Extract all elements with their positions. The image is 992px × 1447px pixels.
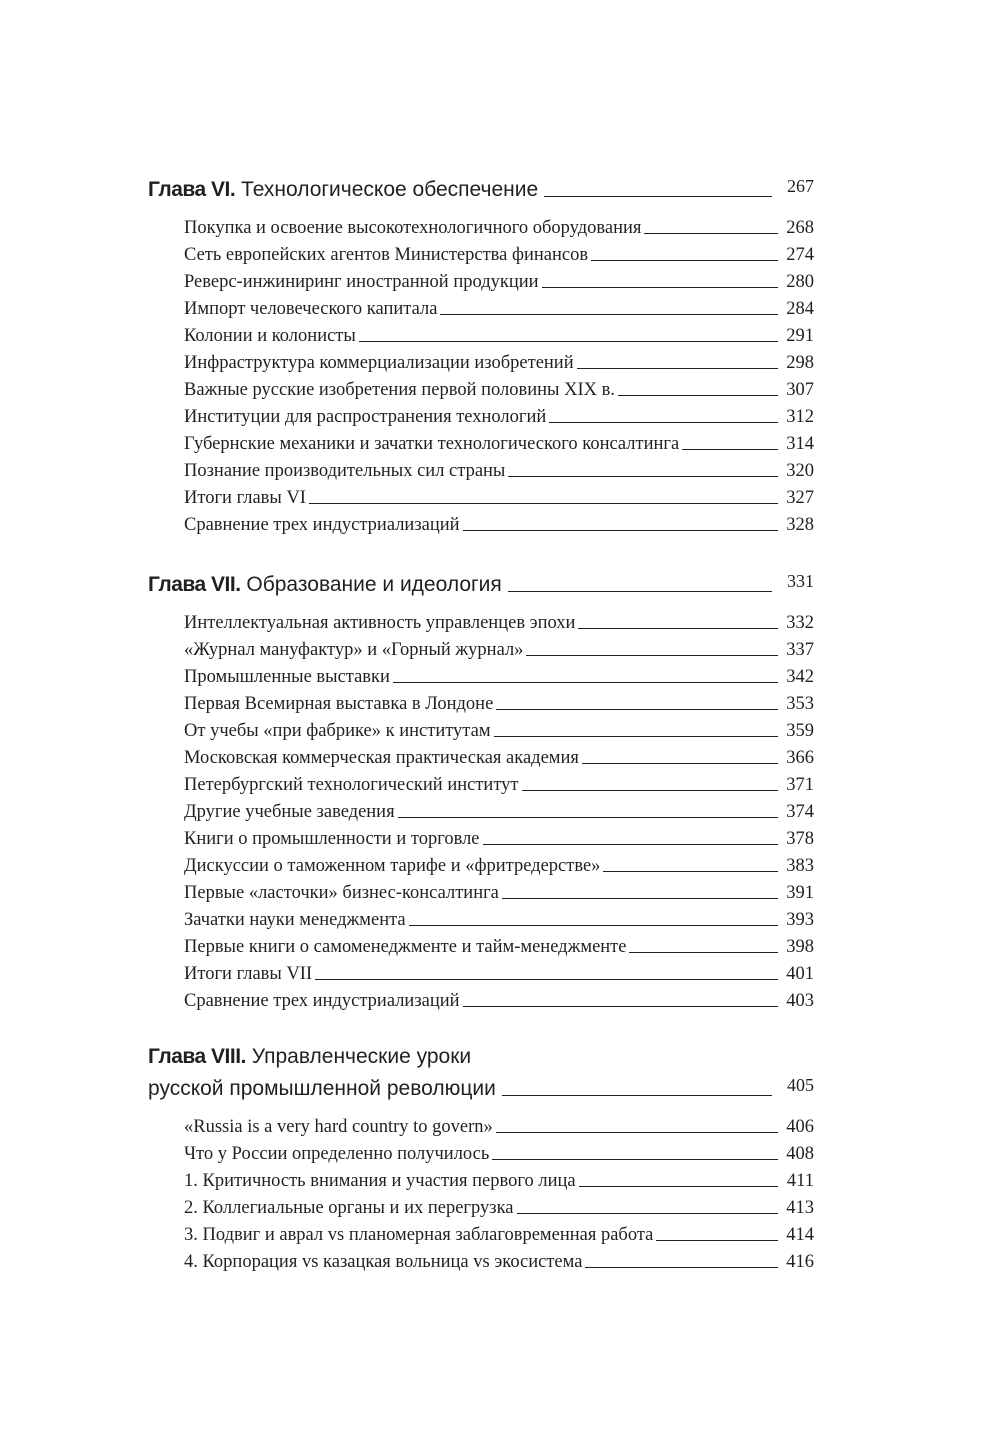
entry-title: Петербургский технологический институт — [184, 775, 519, 795]
toc-entry[interactable] — [184, 610, 814, 637]
toc-entry[interactable] — [184, 512, 814, 539]
page-number: 320 — [786, 461, 814, 481]
toc-entry[interactable] — [184, 988, 814, 1015]
chapter-label: Глава VII. — [148, 573, 241, 596]
entry-title: 4. Корпорация vs казацкая вольница vs экосистема — [184, 1252, 583, 1272]
toc-entry[interactable] — [184, 1195, 814, 1222]
page-number: 291 — [786, 326, 814, 346]
page-number: 307 — [786, 380, 814, 400]
leader-line — [508, 476, 778, 477]
leader-line — [544, 196, 772, 197]
entry-title: Зачатки науки менеджмента — [184, 910, 406, 930]
chapter-title: Управленческие уроки — [251, 1045, 472, 1068]
toc-entry[interactable] — [184, 772, 814, 799]
leader-line — [522, 790, 779, 791]
leader-line — [440, 314, 778, 315]
leader-line — [656, 1240, 778, 1241]
entry-title: Итоги главы VII — [184, 964, 313, 984]
chapter-section — [148, 1042, 814, 1276]
entry-title: Губернские механики и зачатки технологического консалтинга — [184, 434, 680, 454]
leader-line — [502, 1095, 772, 1096]
toc-entry[interactable] — [184, 377, 814, 404]
page-number: 268 — [786, 218, 814, 238]
chapter-title: Технологическое обеспечение — [241, 178, 539, 201]
entry-title: Первая Всемирная выставка в Лондоне — [184, 694, 494, 714]
chapter-section — [148, 172, 814, 539]
toc-entry[interactable] — [184, 404, 814, 431]
page-number: 403 — [786, 991, 814, 1011]
page-number: 337 — [786, 640, 814, 660]
entry-title: Другие учебные заведения — [184, 802, 395, 822]
leader-line — [579, 1186, 778, 1187]
entry-title: Что у России определенно получилось — [184, 1144, 490, 1164]
page-number: 398 — [786, 937, 814, 957]
toc-entry[interactable] — [184, 1222, 814, 1249]
section-list — [148, 1114, 814, 1276]
leader-line — [585, 1267, 778, 1268]
leader-line — [463, 1006, 778, 1007]
entry-title: Покупка и освоение высокотехнологичного оборудования — [184, 218, 642, 238]
entry-title: Сравнение трех индустриализаций — [184, 991, 460, 1011]
chapter-heading-line2[interactable] — [148, 1071, 814, 1103]
entry-title: 3. Подвиг и аврал vs планомерная заблаговременная работа — [184, 1225, 654, 1245]
page-number: 342 — [786, 667, 814, 687]
leader-line — [409, 925, 778, 926]
chapter-label: Глава VI. — [148, 178, 236, 201]
toc-entry[interactable] — [184, 691, 814, 718]
page-number: 327 — [786, 488, 814, 508]
toc-entry[interactable] — [184, 485, 814, 512]
entry-title: Первые «ласточки» бизнес-консалтинга — [184, 883, 499, 903]
entry-title: Реверс-инжиниринг иностранной продукции — [184, 272, 539, 292]
entry-title: Важные русские изобретения первой половины XIX в. — [184, 380, 615, 400]
toc-entry[interactable] — [184, 323, 814, 350]
leader-line — [618, 395, 778, 396]
leader-line — [644, 233, 778, 234]
toc-entry[interactable] — [184, 350, 814, 377]
toc-entry[interactable] — [184, 1168, 814, 1195]
entry-title: 1. Критичность внимания и участия первого лица — [184, 1171, 576, 1191]
entry-title: Институции для распространения технологий — [184, 407, 547, 427]
leader-line — [309, 503, 778, 504]
toc-entry[interactable] — [184, 718, 814, 745]
toc-entry[interactable] — [184, 799, 814, 826]
entry-title: Московская коммерческая практическая академия — [184, 748, 579, 768]
toc-entry[interactable] — [184, 1141, 814, 1168]
page-number: 284 — [786, 299, 814, 319]
entry-title: Колонии и колонисты — [184, 326, 356, 346]
toc-entry[interactable] — [184, 907, 814, 934]
page-number: 332 — [786, 613, 814, 633]
leader-line — [483, 844, 778, 845]
entry-title: Дискуссии о таможенном тарифе и «фритредерстве» — [184, 856, 601, 876]
page-number: 314 — [786, 434, 814, 454]
page-number: 406 — [786, 1117, 814, 1137]
chapter-section — [148, 567, 814, 1015]
leader-line — [463, 530, 778, 531]
page-number: 383 — [786, 856, 814, 876]
toc-entry[interactable] — [184, 269, 814, 296]
chapter-title: Образование и идеология — [246, 573, 502, 596]
section-list — [148, 215, 814, 539]
toc-entry[interactable] — [184, 637, 814, 664]
page-number: 359 — [786, 721, 814, 741]
page-number: 411 — [786, 1171, 814, 1191]
chapter-heading[interactable] — [148, 567, 814, 599]
entry-title: 2. Коллегиальные органы и их перегрузка — [184, 1198, 514, 1218]
chapter-title-cont: русской промышленной революции — [148, 1077, 496, 1100]
leader-line — [682, 449, 778, 450]
toc-entry[interactable] — [184, 745, 814, 772]
page-number: 328 — [786, 515, 814, 535]
page-number: 267 — [787, 176, 814, 196]
entry-title: Познание производительных сил страны — [184, 461, 506, 481]
leader-line — [496, 1132, 778, 1133]
entry-title: Инфраструктура коммерциализации изобретений — [184, 353, 574, 373]
toc-entry[interactable] — [184, 934, 814, 961]
leader-line — [359, 341, 778, 342]
page-number: 378 — [786, 829, 814, 849]
entry-title: Итоги главы VI — [184, 488, 306, 508]
leader-line — [542, 287, 778, 288]
toc-entry[interactable] — [184, 431, 814, 458]
toc-entry[interactable] — [184, 458, 814, 485]
page-number: 393 — [786, 910, 814, 930]
entry-title: Интеллектуальная активность управленцев эпохи — [184, 613, 576, 633]
entry-title: Первые книги о самоменеджменте и тайм-менеджменте — [184, 937, 627, 957]
section-list — [148, 610, 814, 1015]
leader-line — [496, 709, 778, 710]
leader-line — [591, 260, 778, 261]
leader-line — [629, 952, 778, 953]
page-number: 280 — [786, 272, 814, 292]
leader-line — [398, 817, 778, 818]
entry-title: Сравнение трех индустриализаций — [184, 515, 460, 535]
leader-line — [582, 763, 778, 764]
page-number: 331 — [787, 571, 814, 591]
page-number: 274 — [786, 245, 814, 265]
toc-entry[interactable] — [184, 242, 814, 269]
page-number: 366 — [786, 748, 814, 768]
chapter-heading[interactable] — [148, 172, 814, 204]
leader-line — [393, 682, 778, 683]
entry-title: От учебы «при фабрике» к институтам — [184, 721, 491, 741]
leader-line — [526, 655, 778, 656]
page-number: 401 — [786, 964, 814, 984]
page-number: 416 — [786, 1252, 814, 1272]
page-number: 312 — [786, 407, 814, 427]
page-number: 413 — [786, 1198, 814, 1218]
leader-line — [494, 736, 778, 737]
page-number: 405 — [787, 1075, 814, 1095]
page-number: 298 — [786, 353, 814, 373]
toc-entry[interactable] — [184, 1114, 814, 1141]
leader-line — [549, 422, 778, 423]
toc-entry[interactable] — [184, 853, 814, 880]
toc-entry[interactable] — [184, 880, 814, 907]
entry-title: Книги о промышленности и торговле — [184, 829, 480, 849]
toc-entry[interactable] — [184, 961, 814, 988]
page-number: 371 — [786, 775, 814, 795]
leader-line — [508, 591, 772, 592]
leader-line — [502, 898, 778, 899]
entry-title: «Russia is a very hard country to govern» — [184, 1117, 493, 1137]
page-number: 374 — [786, 802, 814, 822]
leader-line — [603, 871, 778, 872]
toc-entry[interactable] — [184, 1249, 814, 1276]
leader-line — [578, 628, 778, 629]
leader-line — [517, 1213, 779, 1214]
leader-line — [492, 1159, 778, 1160]
entry-title: Сеть европейских агентов Министерства финансов — [184, 245, 589, 265]
toc-entry[interactable] — [184, 215, 814, 242]
entry-title: «Журнал мануфактур» и «Горный журнал» — [184, 640, 524, 660]
page-number: 408 — [786, 1144, 814, 1164]
toc-entry[interactable] — [184, 664, 814, 691]
toc-entry[interactable] — [184, 296, 814, 323]
page-number: 353 — [786, 694, 814, 714]
toc-entry[interactable] — [184, 826, 814, 853]
page-number: 414 — [786, 1225, 814, 1245]
page-number: 391 — [786, 883, 814, 903]
chapter-label: Глава VIII. — [148, 1045, 246, 1068]
chapter-heading[interactable] — [148, 1042, 814, 1071]
entry-title: Импорт человеческого капитала — [184, 299, 438, 319]
leader-line — [315, 979, 778, 980]
entry-title: Промышленные выставки — [184, 667, 390, 687]
leader-line — [577, 368, 778, 369]
